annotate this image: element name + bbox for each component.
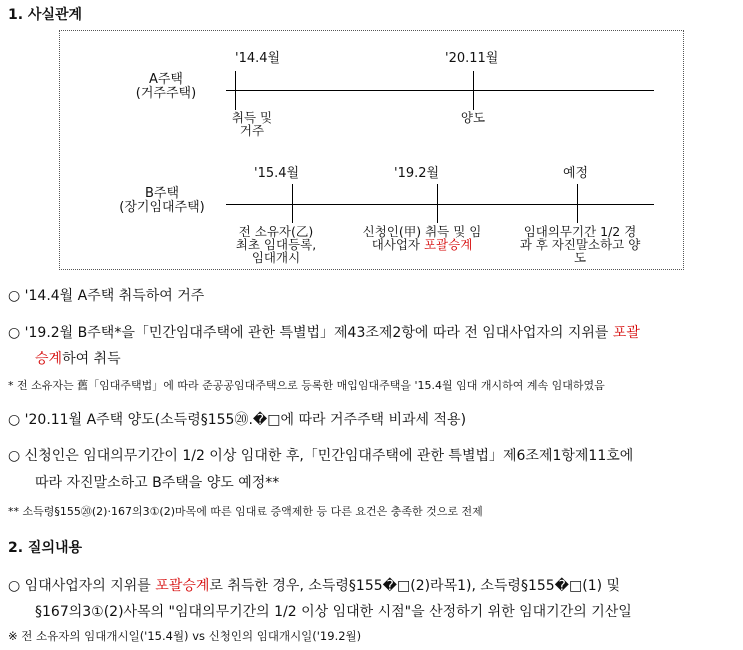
- b-caption-2-highlight: 포괄승계: [423, 237, 473, 252]
- query-note: ※ 전 소유자의 임대개시일('15.4월) vs 신청인의 임대개시일('19.2월): [8, 629, 362, 643]
- fact-note-2: ** 소득령§155⑳(2)·167의3①(2)마목에 따른 임대료 증액제한 등 다른 요건은 충족한 것으로 전제: [8, 505, 483, 518]
- b-timeline-axis: [226, 204, 654, 205]
- b-date-2: '19.2월: [394, 166, 440, 181]
- query-highlight: 포괄승계: [155, 578, 210, 594]
- fact-bullet-2-highlight-1: 포괄: [612, 325, 640, 341]
- timeline-figure: [59, 30, 684, 270]
- fact-bullet-2-highlight-2: 승계: [35, 351, 63, 367]
- a-caption-2: 양도: [460, 110, 486, 125]
- b-caption-2: 신청인(甲) 취득 및 임 대사업자 포괄승계: [362, 224, 482, 252]
- a-tick-2: [473, 71, 474, 110]
- a-date-1: '14.4월: [235, 51, 281, 66]
- fact-note-1: * 전 소유자는 舊「임대주택법」에 따라 준공공임대주택으로 등록한 매입임대주택을 '15.4월 임대 개시하여 계속 임대하였음: [8, 379, 605, 392]
- fact-bullet-4-line-2: 따라 자진말소하고 B주택을 양도 예정**: [35, 475, 280, 491]
- a-house-label: A주택 (거주주택): [135, 72, 197, 101]
- a-caption-1: 취득 및 거주: [231, 110, 273, 138]
- a-tick-1: [235, 71, 236, 110]
- b-caption-3: 임대의무기간 1/2 경 과 후 자진말소하고 양 도: [519, 224, 641, 265]
- query-line-2: §167의3①(2)사목의 "임대의무기간의 1/2 이상 임대한 시점"을 산정하기 위한 임대기간의 기산일: [35, 604, 632, 620]
- b-tick-1: [292, 184, 293, 223]
- fact-bullet-4-line-1: ○ 신청인은 임대의무기간이 1/2 이상 임대한 후,「민간임대주택에 관한 특별법」제6조제1항제11호에: [8, 448, 634, 464]
- query-line-1: ○ 임대사업자의 지위를 포괄승계로 취득한 경우, 소득령§155�□(2)라목1), 소득령§155�□(1) 및: [8, 578, 621, 594]
- section-1-title: 1. 사실관계: [8, 7, 83, 23]
- b-caption-1: 전 소유자(乙) 최초 임대등록, 임대개시: [235, 224, 317, 265]
- fact-bullet-1: ○ '14.4월 A주택 취득하여 거주: [8, 288, 205, 304]
- section-2-title: 2. 질의내용: [8, 540, 83, 556]
- b-date-3: 예정: [563, 166, 589, 181]
- b-house-label: B주택 (장기임대주택): [119, 186, 205, 215]
- a-date-2: '20.11월: [445, 51, 499, 66]
- fact-bullet-2-line-1: ○ '19.2월 B주택*을「민간임대주택에 관한 특별법」제43조제2항에 따라 전 임대사업자의 지위를 포괄: [8, 325, 640, 341]
- b-tick-2: [437, 184, 438, 223]
- b-date-1: '15.4월: [254, 166, 300, 181]
- fact-bullet-3: ○ '20.11월 A주택 양도(소득령§155⑳.�□에 따라 거주주택 비과세 적용): [8, 412, 467, 428]
- a-timeline-axis: [226, 90, 654, 91]
- b-tick-3: [577, 184, 578, 223]
- fact-bullet-2-line-2: 승계하여 취득: [35, 351, 121, 367]
